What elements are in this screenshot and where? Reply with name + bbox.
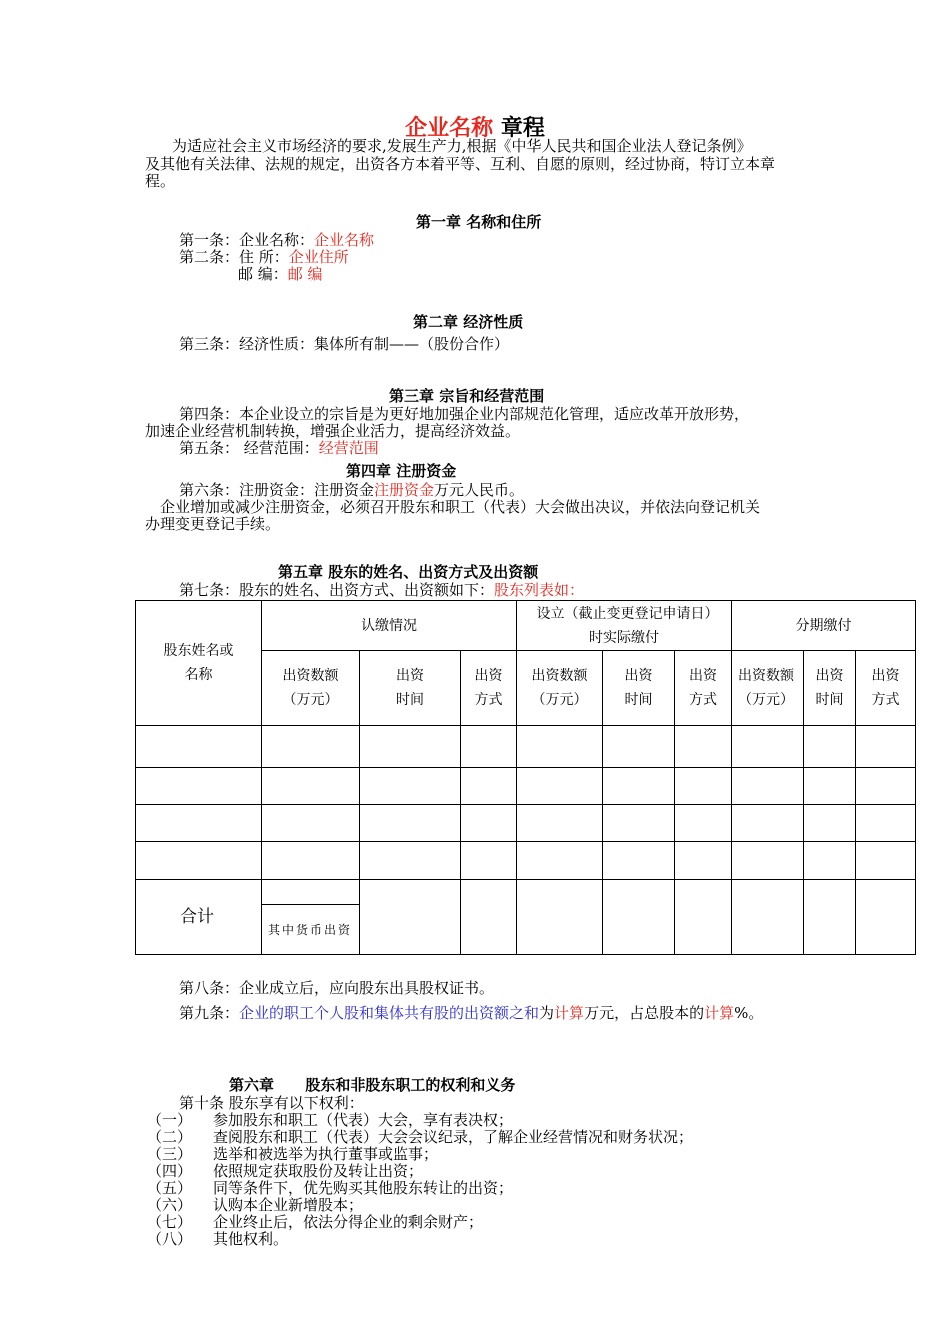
table-row — [136, 726, 916, 768]
article-7-value: 股东列表如： — [494, 581, 585, 599]
right-item-4-num: （四） — [147, 1162, 193, 1180]
article-2-value: 企业住所 — [288, 248, 349, 266]
article-5-value: 经营范围 — [318, 439, 379, 457]
article-10: 第十条 股东享有以下权利： — [179, 1094, 364, 1112]
article-9-description: 企业的职工个人股和集体共有股的出资额之和 — [239, 1004, 540, 1022]
header-g3-amount: 出资数额（万元） — [732, 651, 804, 726]
article-9-percent-value: 计算 — [704, 1004, 735, 1022]
article-6 — [179, 482, 524, 499]
total-label: 合计 — [136, 880, 262, 955]
chapter-5-heading: 第五章 股东的姓名、出资方式及出资额 — [278, 563, 539, 581]
article-9-amount-value: 计算 — [554, 1004, 585, 1022]
right-item-7-num: （七） — [147, 1213, 193, 1231]
article-9-text-e: 万元，占总股本的 — [584, 1004, 705, 1022]
article-8: 第八条：企业成立后，应向股东出具股权证书。 — [179, 979, 495, 997]
right-item-2-text: 查阅股东和职工（代表）大会会议纪录，了解企业经营情况和财务状况； — [213, 1128, 694, 1146]
right-item-6-text: 认购本企业新增股本； — [213, 1196, 364, 1214]
right-item-1-text: 参加股东和职工（代表）大会，享有表决权； — [213, 1111, 514, 1129]
article-6-text-c: 万元人民币。 — [434, 481, 525, 499]
article-1 — [179, 232, 374, 249]
article-9-text-g: %。 — [734, 1004, 764, 1022]
header-g1-amount: 出资数额（万元） — [262, 651, 360, 726]
article-1-value: 企业名称 — [314, 231, 375, 249]
right-item-4-text: 依照规定获取股份及转让出资； — [213, 1162, 424, 1180]
header-g1-method: 出资方式 — [461, 651, 517, 726]
article-2-label: 第二条：住 所： — [179, 248, 289, 266]
article-6-text-a: 第六条：注册资金：注册资金 — [179, 481, 375, 499]
table-row — [136, 768, 916, 805]
article-4-line-1: 第四条：本企业设立的宗旨是为更好地加强企业内部规范化管理，适应改革开放形势， — [179, 405, 750, 423]
postcode-value: 邮 编 — [287, 265, 323, 283]
header-g1-time: 出资时间 — [360, 651, 461, 726]
article-2 — [179, 249, 349, 266]
article-9 — [179, 1005, 763, 1022]
title-company-name: 企业名称 — [405, 116, 494, 141]
preamble-line-1: 为适应社会主义市场经济的要求,发展生产力,根据《中华人民共和国企业法人登记条例》 — [172, 137, 752, 155]
table-header-row-1 — [136, 601, 916, 651]
right-item-8-text: 其他权利。 — [213, 1230, 289, 1248]
article-5-label: 第五条： 经营范围： — [179, 439, 319, 457]
preamble-line-3: 程。 — [145, 172, 176, 190]
preamble-line-2: 及其他有关法律、法规的规定，出资各方本着平等、互利、自愿的原则，经过协商，特订立本章 — [145, 155, 776, 173]
postcode — [238, 266, 323, 283]
article-3: 第三条：经济性质：集体所有制——（股份合作） — [179, 335, 510, 353]
capital-change-line-1: 企业增加或减少注册资金，必须召开股东和职工（代表）大会做出决议，并依法向登记机关 — [160, 498, 761, 516]
right-item-5-num: （五） — [147, 1179, 193, 1197]
right-item-1-num: （一） — [147, 1111, 193, 1129]
article-4-line-2: 加速企业经营机制转换，增强企业活力，提高经济效益。 — [145, 422, 521, 440]
header-g2-time: 出资时间 — [603, 651, 675, 726]
chapter-1-heading: 第一章 名称和住所 — [416, 213, 542, 231]
header-actual-paid: 设立（截止变更登记申请日）时实际缴付 — [517, 601, 732, 651]
header-g2-method: 出资方式 — [675, 651, 732, 726]
chapter-3-heading: 第三章 宗旨和经营范围 — [389, 387, 545, 405]
right-item-8-num: （八） — [147, 1230, 193, 1248]
right-item-5-text: 同等条件下，优先购买其他股东转让的出资； — [213, 1179, 514, 1197]
table-row — [136, 805, 916, 842]
article-7 — [179, 582, 584, 599]
header-g3-method: 出资方式 — [856, 651, 916, 726]
right-item-2-num: （二） — [147, 1128, 193, 1146]
right-item-7-text: 企业终止后，依法分得企业的剩余财产； — [213, 1213, 484, 1231]
currency-contribution-label: 其中货币出资 — [262, 905, 360, 955]
chapter-6-heading: 第六章 股东和非股东职工的权利和义务 — [229, 1076, 516, 1094]
postcode-label: 邮 编： — [238, 265, 288, 283]
right-item-3-num: （三） — [147, 1145, 193, 1163]
header-shareholder-name: 股东姓名或名称 — [136, 601, 262, 726]
article-9-label: 第九条： — [179, 1004, 240, 1022]
right-item-6-num: （六） — [147, 1196, 193, 1214]
article-1-label: 第一条：企业名称： — [179, 231, 315, 249]
header-subscribed: 认缴情况 — [262, 601, 517, 651]
header-g2-amount: 出资数额（万元） — [517, 651, 603, 726]
article-7-label: 第七条：股东的姓名、出资方式、出资额如下： — [179, 581, 495, 599]
table-row — [136, 842, 916, 880]
capital-change-line-2: 办理变更登记手续。 — [145, 515, 281, 533]
shareholder-table — [135, 600, 916, 955]
article-5 — [179, 440, 379, 457]
header-installment: 分期缴付 — [732, 601, 916, 651]
header-g3-time: 出资时间 — [804, 651, 856, 726]
chapter-4-heading: 第四章 注册资金 — [346, 462, 457, 480]
title-suffix: 章程 — [493, 116, 545, 141]
right-item-3-text: 选举和被选举为执行董事或监事； — [213, 1145, 439, 1163]
article-9-text-c: 为 — [539, 1004, 555, 1022]
chapter-2-heading: 第二章 经济性质 — [413, 313, 524, 331]
article-6-capital-value: 注册资金 — [374, 481, 435, 499]
table-total-row — [136, 880, 916, 905]
